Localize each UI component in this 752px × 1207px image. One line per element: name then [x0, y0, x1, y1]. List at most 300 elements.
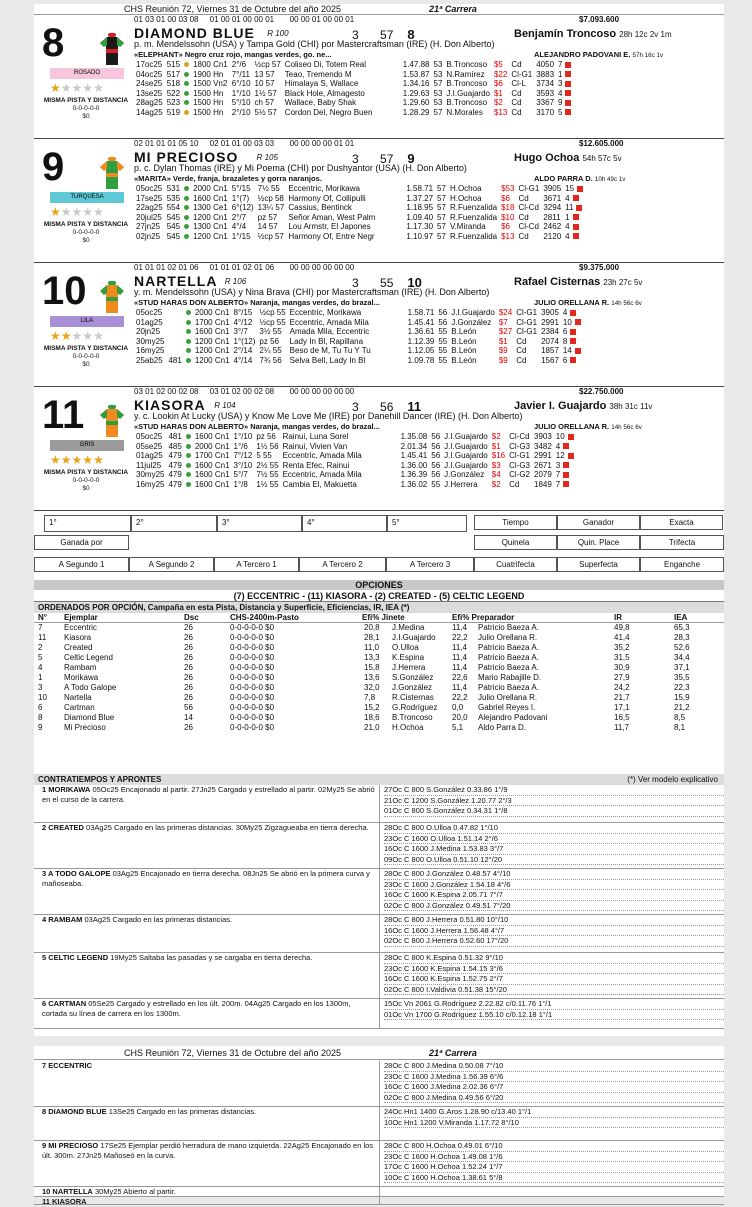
video-replay-icon[interactable] [565, 71, 571, 77]
rating-stars [50, 82, 104, 94]
earnings-amount: $22.750.000 [579, 387, 624, 396]
run-value: B.León [451, 346, 477, 355]
run-cell [283, 70, 401, 80]
ordered-cell: 15,9 [674, 693, 690, 702]
video-replay-icon[interactable] [573, 233, 579, 239]
run-cell [404, 194, 435, 204]
run-cell [497, 318, 514, 328]
run-cell [554, 432, 576, 442]
run-value: J.I.Guajardo [451, 308, 495, 317]
ordered-row[interactable] [34, 653, 724, 663]
run-cell [283, 79, 401, 89]
past-run-row[interactable] [134, 89, 573, 99]
run-value: 57 [437, 193, 446, 203]
run-value: $6 [501, 193, 510, 203]
past-run-row[interactable] [134, 318, 583, 328]
run-cell [399, 451, 430, 461]
run-value: Eccentric, Morikawa [288, 184, 360, 193]
ordered-row[interactable] [34, 633, 724, 643]
run-value: Renta Efec, Rainui [282, 460, 350, 470]
run-value: Cl-G3 [509, 460, 530, 470]
workout-line: 16Oc C 1600 J.Herrera 1.56.48 4°/7 [384, 926, 724, 937]
contratiempo-desc: 17Se25 Ejemplar perdió herradura de mano izquierda. 22Ag25 Encajonado en los últ. 300m. 27Jn25 Mañoseó en la curva. [42, 1141, 374, 1160]
horse-left-panel [34, 387, 134, 511]
run-value: 56 [431, 432, 441, 441]
workout-line: 02Oc C 800 J.Medina 0.49.56 6°/20 [384, 1093, 724, 1104]
video-replay-icon[interactable] [565, 90, 571, 96]
run-value: Wallace, Baby Shak [284, 98, 357, 107]
contratiempo-block [34, 953, 724, 999]
ordered-cell: Nartella [64, 693, 92, 702]
ordered-row[interactable] [34, 723, 724, 733]
run-cell [509, 60, 534, 70]
run-value: Cambia El, Makuetta [282, 479, 357, 489]
workout-line: 28Oc C 800 K.Espina 0.51.32 9°/10 [384, 953, 724, 964]
contratiempo-block [34, 1061, 724, 1107]
cond-amount: $0 [82, 113, 90, 120]
trainer-name [534, 421, 642, 433]
run-value: Teao, Tremendo M [284, 69, 352, 79]
past-run-row[interactable] [134, 184, 585, 194]
run-cell [230, 213, 256, 223]
video-replay-icon[interactable] [563, 481, 569, 487]
run-value: 1600 Cn1 [194, 327, 230, 336]
star-icon: ★ [60, 81, 72, 95]
workouts-list [379, 785, 724, 822]
run-value: Amada Mila, Eccentric [289, 327, 370, 336]
run-cell [232, 461, 255, 471]
run-cell [499, 222, 516, 232]
run-value: 479 [168, 470, 182, 479]
contratiempo-block [34, 1187, 724, 1197]
earnings-amount: $12.605.000 [579, 139, 624, 148]
ordered-cell: 0-0-0-0-0 $0 [230, 693, 275, 702]
jockey-stats: 28h 12c 2v 1m [619, 30, 672, 39]
video-replay-icon[interactable] [573, 224, 579, 230]
past-run-row[interactable] [134, 480, 576, 490]
past-run-row[interactable] [134, 60, 573, 70]
trainer-label: JULIO ORELLANA R. [534, 422, 610, 431]
bet-cell[interactable]: A Segundo 1 [34, 557, 129, 572]
track-condition-icon [186, 444, 191, 449]
run-value: 1600 Cn1 [194, 432, 230, 441]
ordered-cell: Celtic Legend [64, 653, 113, 662]
ordered-row[interactable] [34, 713, 724, 723]
run-value: 55 [438, 346, 448, 355]
run-cell [134, 194, 165, 204]
run-cell [436, 356, 449, 366]
run-value: 1.09.40 [406, 212, 434, 222]
video-replay-icon[interactable] [570, 310, 576, 316]
ordered-row[interactable] [34, 683, 724, 693]
bet-type-box[interactable]: Ganador [557, 515, 640, 530]
run-cell [283, 60, 401, 70]
run-value: 2000 Cn1 [194, 441, 230, 451]
ordered-row[interactable] [34, 663, 724, 673]
bet-cell[interactable]: A Tercero 3 [386, 557, 474, 572]
surface-dot-icon [182, 60, 191, 70]
run-cell [499, 232, 516, 242]
run-cell [563, 222, 585, 232]
run-value: 2074 [541, 336, 559, 346]
track-condition-icon [184, 234, 189, 239]
run-cell [449, 337, 497, 347]
run-value: 4 [565, 222, 570, 231]
past-performance-table [134, 60, 573, 117]
bet-cell[interactable]: Ganada por [34, 535, 129, 550]
contratiempo-block [34, 1197, 724, 1205]
star-icon: ★ [50, 329, 61, 343]
jockey-silks-icon [94, 405, 130, 444]
video-replay-icon[interactable] [575, 348, 581, 354]
ordered-cell: 22,2 [452, 693, 468, 702]
workout-line: 15Oc Vn 2061 G.Rodríguez 2.22.82 c/0.11.76 1°/1 [384, 999, 724, 1010]
run-cell [288, 327, 406, 337]
past-run-row[interactable] [134, 461, 576, 471]
past-run-row[interactable] [134, 222, 585, 232]
place-box[interactable]: 5° [387, 515, 467, 532]
run-cell [507, 470, 532, 480]
ordered-cell: Patricio Baeza A. [478, 683, 539, 692]
run-cell [230, 194, 256, 204]
run-cell [539, 356, 561, 366]
run-value: $18 [501, 203, 515, 212]
ordered-cell: 35,2 [614, 643, 630, 652]
num-b: 56 [380, 400, 394, 414]
run-value: 1.17.30 [406, 222, 434, 231]
run-value: $6 [493, 79, 503, 88]
past-run-row[interactable] [134, 470, 576, 480]
surface-dot-icon [184, 451, 193, 461]
run-value: 1.58.71 [407, 308, 435, 317]
video-replay-icon[interactable] [568, 453, 574, 459]
workout-line: 24Oc Hn1 1400 G.Aros 1.28.90 c/13.40 1°/1 [384, 1107, 724, 1118]
run-cell [449, 308, 497, 318]
run-cell [134, 470, 166, 480]
cond-title: MISMA PISTA Y DISTANCIA [43, 345, 129, 352]
bet-cell[interactable]: Enganche [640, 557, 724, 572]
bet-cell[interactable]: Quin. Place [557, 535, 640, 550]
run-cell [230, 222, 256, 232]
bet-cell[interactable]: A Segundo 2 [129, 557, 214, 572]
jockey-stats: 54h 57c 5v [582, 154, 622, 163]
contratiempo-horse: 8 DIAMOND BLUE [42, 1107, 107, 1116]
ordered-row[interactable] [34, 703, 724, 713]
run-value: 1.45.41 [407, 317, 435, 327]
bet-cell[interactable]: A Tercero 2 [299, 557, 386, 572]
run-value: 3 [558, 79, 563, 88]
past-run-row[interactable] [134, 442, 576, 452]
track-condition-icon [184, 224, 189, 229]
trainer-stats: 57h 16c 1v [632, 52, 664, 59]
ordered-cell: 11 [38, 633, 47, 642]
ordered-cell: 26 [184, 693, 193, 702]
run-value: B.León [451, 336, 477, 346]
run-value: R.Fuenzalida [449, 203, 498, 212]
run-cell [134, 203, 165, 213]
run-value: 5 [558, 107, 563, 117]
run-value: Cd [509, 479, 520, 489]
star-icon: ★ [82, 329, 94, 343]
run-cell [490, 470, 507, 480]
bet-cell[interactable]: A Tercero 1 [214, 557, 299, 572]
video-replay-icon[interactable] [563, 443, 569, 449]
run-value: pz 56 [256, 432, 276, 441]
ordered-cell: 11,0 [364, 643, 379, 652]
run-value: 1.34.16 [402, 79, 430, 88]
past-run-row[interactable] [134, 232, 585, 242]
run-cell [232, 308, 258, 318]
jockey-label: Javier I. Guajardo [514, 400, 607, 412]
video-replay-icon[interactable] [570, 357, 576, 363]
past-run-row[interactable] [134, 308, 583, 318]
saddlecloth-color-label: LILA [50, 316, 124, 327]
run-value: 57 [437, 203, 446, 212]
run-cell [561, 308, 583, 318]
past-run-row[interactable] [134, 451, 576, 461]
page2-header [34, 1048, 724, 1060]
workout-line: 28Oc C 800 O.Ulloa 0.47.82 1°/10 [384, 823, 724, 834]
run-value: N.Morales [446, 107, 483, 117]
past-run-row[interactable] [134, 337, 583, 347]
ordered-cell: 65,3 [674, 623, 690, 632]
star-icon: ★ [93, 453, 104, 467]
track-condition-icon [184, 186, 189, 191]
video-replay-icon[interactable] [563, 462, 569, 468]
run-cell [193, 461, 232, 471]
run-cell [442, 442, 490, 452]
run-cell [253, 108, 283, 118]
run-value: 3170 [536, 107, 555, 117]
ordered-cell: 28,1 [364, 633, 380, 642]
place-box[interactable]: 2° [131, 515, 217, 532]
run-value: Eccentric, Morikawa [289, 308, 362, 317]
ordered-cell: Cartman [64, 703, 95, 712]
run-cell [165, 60, 182, 70]
contratiempo-horse: 5 CELTIC LEGEND [42, 953, 109, 962]
ordered-row[interactable] [34, 643, 724, 653]
run-value: 10 [555, 432, 565, 441]
bet-cell[interactable]: Trifecta [640, 535, 724, 550]
workout-line: 28Oc C 800 H.Ochoa 0.49.01 6°/10 [384, 1141, 724, 1152]
run-value: 4°/12 [233, 317, 253, 327]
contratiempos-label: CONTRATIEMPOS Y APRONTES [38, 775, 162, 784]
run-cell [449, 318, 497, 328]
run-cell [401, 79, 432, 89]
run-cell [499, 184, 516, 194]
opciones-title: OPCIONES [34, 580, 724, 590]
run-cell [254, 442, 280, 452]
place-box[interactable]: 3° [217, 515, 302, 532]
ordered-row[interactable] [34, 673, 724, 683]
run-cell [435, 203, 448, 213]
jockey-label: Hugo Ochoa [514, 152, 580, 164]
run-cell [532, 470, 554, 480]
run-value: Cl-Cd [509, 432, 530, 441]
run-cell [191, 203, 230, 213]
past-run-row[interactable] [134, 203, 585, 213]
place-box[interactable]: 4° [302, 515, 387, 532]
run-cell [435, 232, 448, 242]
video-replay-icon[interactable] [570, 338, 576, 344]
past-run-row[interactable] [134, 70, 573, 80]
workout-line: 02Oc C 800 I.Valdivia 0.51.38 15°/20 [384, 985, 724, 996]
surface-dot-icon [182, 184, 191, 194]
run-value: pz 56 [259, 336, 279, 346]
ordered-cell: 6 [38, 703, 43, 712]
bet-type-box[interactable]: Exacta [640, 515, 723, 530]
run-cell [134, 98, 165, 108]
video-replay-icon[interactable] [565, 100, 571, 106]
run-cell [254, 461, 280, 471]
run-value: Cl-Cd [518, 222, 539, 231]
run-value: 1.58.71 [406, 184, 434, 193]
run-value: 1700 Cn1 [194, 317, 230, 327]
video-replay-icon[interactable] [575, 319, 581, 325]
track-condition-icon [186, 329, 191, 334]
run-cell [514, 356, 539, 366]
page-header [34, 4, 724, 15]
run-cell [230, 203, 256, 213]
video-replay-icon[interactable] [573, 195, 579, 201]
ordered-row[interactable] [34, 693, 724, 703]
video-replay-icon[interactable] [565, 62, 571, 68]
video-replay-icon[interactable] [570, 329, 576, 335]
past-run-row[interactable] [134, 356, 583, 366]
star-icon: ★ [60, 205, 72, 219]
ordered-cell: Morikawa [64, 673, 99, 682]
run-cell [254, 470, 280, 480]
run-value: 3°/7 [233, 327, 248, 336]
run-value: 9 [558, 98, 563, 107]
run-value: 1.18.95 [406, 203, 434, 212]
bet-cell[interactable]: Cuatrifecta [474, 557, 557, 572]
run-cell [232, 327, 258, 337]
run-value: $16 [491, 451, 506, 460]
video-replay-icon[interactable] [576, 205, 582, 211]
past-run-row[interactable] [134, 108, 573, 118]
run-cell [165, 79, 182, 89]
run-value: J.I.Guajardo [444, 432, 488, 441]
run-value: 17oc25 [136, 60, 163, 69]
past-run-row[interactable] [134, 98, 573, 108]
past-run-row[interactable] [134, 79, 573, 89]
video-replay-icon[interactable] [565, 81, 571, 87]
run-value: Cd [511, 60, 522, 69]
run-value: 53 [433, 69, 443, 79]
run-value: J.I.Guajardo [444, 441, 488, 451]
same-track-conditions [40, 469, 132, 493]
ordered-cell: 26 [184, 633, 193, 642]
run-value: 10 57 [254, 79, 275, 88]
ordered-cell: 0-0-0-0-0 $0 [230, 673, 275, 682]
run-cell [541, 203, 563, 213]
run-value: 1.09.78 [407, 355, 435, 365]
run-value: 57 [437, 222, 446, 231]
run-value: 1200 Cn1 [194, 355, 230, 365]
run-value: ½cp 57 [254, 60, 281, 69]
run-value: 479 [168, 451, 182, 460]
ordered-cell: 31,5 [614, 653, 630, 662]
run-value: $9 [498, 346, 508, 355]
run-cell [253, 98, 283, 108]
run-cell [556, 70, 573, 80]
run-cell [436, 337, 449, 347]
run-cell [514, 346, 539, 356]
bet-type-box[interactable]: Tiempo [474, 515, 557, 530]
run-cell [399, 432, 430, 442]
run-value: 6°(12) [231, 203, 254, 212]
video-replay-icon[interactable] [563, 472, 569, 478]
run-cell [539, 346, 561, 356]
run-value: $9 [498, 355, 508, 365]
ordered-cell: 26 [184, 673, 193, 682]
run-cell [406, 308, 437, 318]
run-value: 13se25 [136, 88, 163, 98]
run-cell [561, 318, 583, 328]
video-replay-icon[interactable] [577, 186, 583, 192]
past-run-row[interactable] [134, 432, 576, 442]
run-value: Cl-G1 [516, 308, 538, 317]
bet-cell[interactable]: Quinela [474, 535, 557, 550]
ordered-cell: Mario Rabajille D. [478, 673, 542, 682]
surface-dot-icon [184, 327, 193, 337]
past-run-row[interactable] [134, 194, 585, 204]
ordered-cell: 0-0-0-0-0 $0 [230, 683, 275, 692]
run-cell [509, 79, 534, 89]
cond-line: 0-0-0-0-0 [72, 105, 100, 112]
run-cell [497, 327, 514, 337]
ordered-row[interactable] [34, 623, 724, 633]
past-performance-table [134, 308, 583, 365]
run-cell [256, 184, 287, 194]
run-value: Cd [516, 346, 527, 355]
past-run-row[interactable] [134, 327, 583, 337]
past-performance-table [134, 184, 585, 241]
run-cell [435, 222, 448, 232]
bet-cell[interactable]: Superfecta [557, 557, 640, 572]
run-value: 4 [555, 441, 561, 451]
run-value: J.Herrera [444, 479, 478, 489]
video-replay-icon[interactable] [568, 434, 574, 440]
run-value: 1.36.02 [400, 479, 428, 489]
run-cell [281, 470, 399, 480]
star-icon: ★ [82, 205, 94, 219]
workouts-list [379, 1061, 724, 1106]
run-cell [134, 222, 165, 232]
run-cell [288, 356, 406, 366]
past-run-row[interactable] [134, 346, 583, 356]
past-run-row[interactable] [134, 213, 585, 223]
race-program-page [34, 4, 724, 1206]
workouts-list [379, 823, 724, 868]
video-replay-icon[interactable] [565, 109, 571, 115]
run-value: 8°/15 [233, 308, 253, 317]
ordered-cell: S.González [392, 673, 434, 682]
run-value: 2.01.34 [400, 441, 428, 451]
place-box[interactable]: 1° [44, 515, 131, 532]
run-value: 1°/10 [233, 432, 253, 441]
run-cell [257, 308, 287, 318]
run-cell [193, 327, 232, 337]
video-replay-icon[interactable] [573, 214, 579, 220]
run-cell [406, 337, 437, 347]
num-a: 3 [352, 276, 359, 290]
run-cell [563, 194, 585, 204]
same-track-conditions [40, 345, 132, 369]
trainer-label: JULIO ORELLANA R. [534, 298, 610, 307]
run-cell [563, 213, 585, 223]
